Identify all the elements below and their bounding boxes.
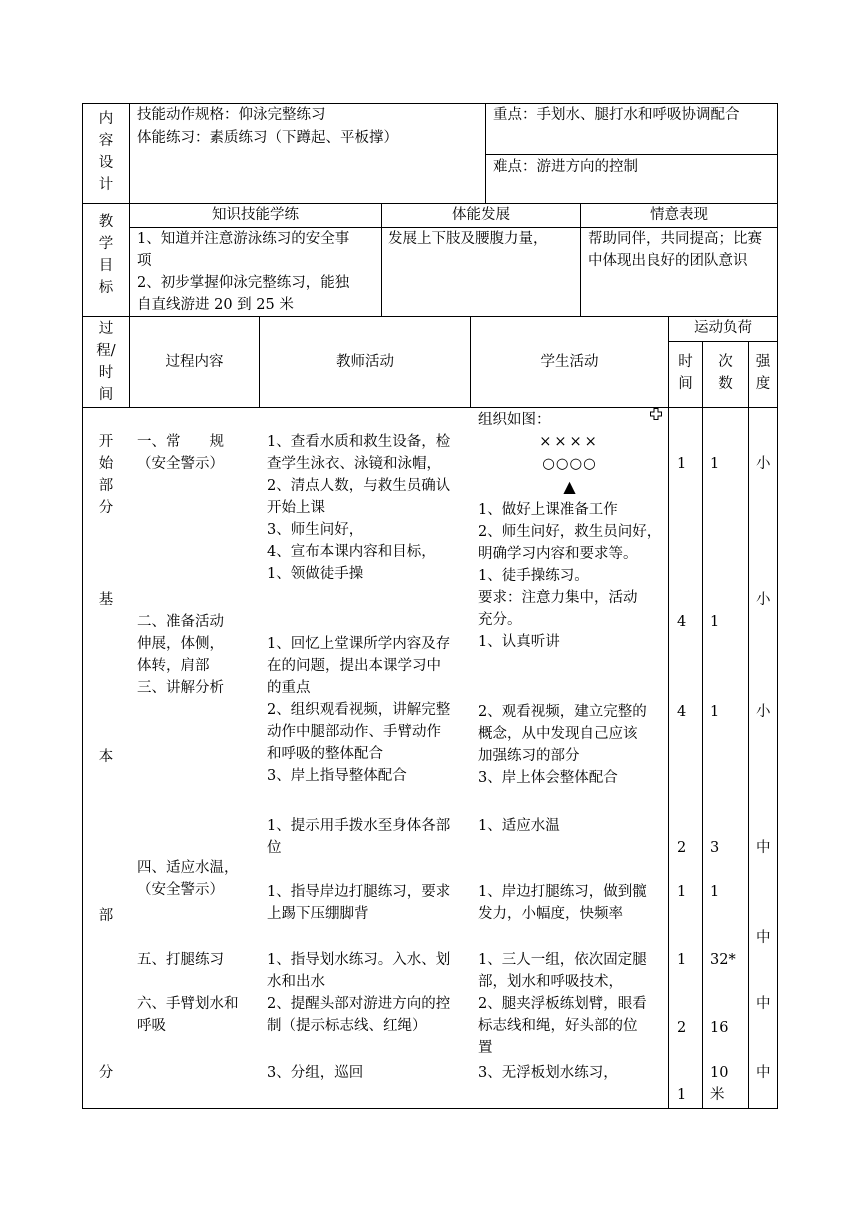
- phase-basic-char-4: 分: [98, 1065, 114, 1081]
- formation-caption: 组织如图：: [478, 412, 551, 428]
- load-time-1: 1: [677, 456, 687, 472]
- teacher-activity-header: 教师活动: [336, 354, 394, 370]
- goals-label: 教 学 目 标: [98, 214, 114, 296]
- goals-fitness-text: 发展上下肢及腰腹力量，: [388, 231, 548, 247]
- student-activity-6: 3、无浮板划水练习，: [478, 1065, 618, 1081]
- process-time-header: 过 程/ 时 间: [96, 321, 116, 403]
- goals-header-fitness: 体能发展: [452, 207, 510, 223]
- phase-basic-char-3: 部: [98, 908, 114, 924]
- goals-header-knowledge: 知识技能学练: [212, 207, 299, 223]
- process-item-5: 五、打腿练习: [137, 952, 224, 968]
- load-col-divider-2: [748, 341, 749, 1109]
- goals-header-affect: 情意表现: [650, 207, 708, 223]
- student-activity-5: 1、三人一组，依次固定腿 部，划水和呼吸技术， 2、腿夹浮板练划臂，眼看 标志线和绳，好头部的位 置: [478, 952, 647, 1056]
- load-intensity-4: 中: [756, 840, 771, 856]
- load-intensity-2: 小: [756, 592, 771, 608]
- load-count-header: 次 数: [718, 354, 733, 392]
- formation-teacher-marker: ▲: [563, 477, 576, 496]
- load-count-5: 1: [710, 884, 720, 900]
- load-count-7: 16: [710, 1020, 729, 1036]
- load-header: 运动负荷: [694, 320, 752, 336]
- difficulty-text: 难点：游进方向的控制: [493, 159, 638, 175]
- process-item-2-3: 二、准备活动 伸展，体侧， 体转，肩部 三、讲解分析: [137, 614, 224, 696]
- key-difficulty-divider: [485, 154, 778, 155]
- load-time-4: 2: [677, 840, 687, 856]
- formation-students-row-o: ○○○○: [542, 456, 597, 472]
- teacher-activity-5: 1、指导划水练习。入水、划 水和出水 2、提醒头部对游进方向的控 制（提示标志线、红绳）: [267, 952, 451, 1034]
- load-count-8: 10 米: [710, 1065, 729, 1103]
- student-activity-1: 1、做好上课准备工作 2、师生问好，救生员问好， 明确学习内容和要求等。 1、徒手操练习。 要求：注意力集中，活动 充分。 1、认真听讲: [478, 502, 662, 650]
- load-count-4: 3: [710, 840, 720, 856]
- load-time-3: 4: [677, 704, 687, 720]
- phase-start-label: 开 始 部 分: [98, 434, 114, 516]
- process-item-1: 一、常 规 （安全警示）: [137, 434, 224, 472]
- teacher-activity-3: 1、提示用手拨水至身体各部 位: [267, 818, 451, 856]
- process-header-divider: [82, 407, 778, 408]
- table-bottom-border: [82, 1108, 778, 1109]
- student-activity-header: 学生活动: [540, 354, 599, 370]
- phase-basic-char-2: 本: [98, 749, 114, 765]
- teacher-activity-2: 1、回忆上堂课所学内容及存 在的问题，提出本课学习中 的重点 2、组织观看视频，讲解完整 动作中腿部动作、手臂动作 和呼吸的整体配合 3、岸上指导整体配合: [267, 636, 451, 784]
- load-intensity-5: 中: [756, 930, 771, 946]
- load-count-2: 1: [710, 614, 720, 630]
- load-time-2: 4: [677, 614, 687, 630]
- load-time-5: 1: [677, 884, 687, 900]
- student-activity-2: 2、观看视频，建立完整的 概念，从中发现自己应该 加强练习的部分 3、岸上体会整体配合: [478, 704, 647, 786]
- goals-affect-text: 帮助同伴，共同提高；比赛 中体现出良好的团队意识: [588, 231, 762, 269]
- load-intensity-7: 中: [756, 1065, 771, 1081]
- student-activity-3: 1、适应水温: [478, 818, 560, 834]
- load-header-divider: [668, 341, 778, 342]
- process-content-header: 过程内容: [165, 354, 224, 370]
- load-time-8: 1: [677, 1087, 687, 1103]
- load-count-3: 1: [710, 704, 720, 720]
- load-intensity-header: 强 度: [755, 354, 771, 392]
- teacher-activity-6: 3、分组，巡回: [267, 1065, 364, 1081]
- process-item-6: 六、手臂划水和 呼吸: [137, 996, 239, 1034]
- goals-knowledge-text: 1、知道并注意游泳练习的安全事 项 2、初步掌握仰泳完整练习，能独 自直线游进 20 到 25 米: [137, 231, 350, 313]
- phase-basic-char-1: 基: [98, 592, 114, 608]
- load-col-divider-1: [702, 341, 703, 1109]
- load-intensity-3: 小: [756, 704, 771, 720]
- student-activity-4: 1、岸边打腿练习，做到髋 发力，小幅度，快频率: [478, 884, 647, 922]
- load-time-6: 1: [677, 952, 687, 968]
- load-intensity-6: 中: [756, 996, 771, 1012]
- load-count-1: 1: [710, 456, 720, 472]
- key-point-text: 重点：手划水、腿打水和呼吸协调配合: [493, 107, 740, 123]
- key-col-divider: [485, 103, 486, 204]
- teacher-activity-1: 1、查看水质和救生设备，检 查学生泳衣、泳镜和泳帽， 2、清点人数，与救生员确认 开始上课 3、师生问好， 4、宣布本课内容和目标， 1、领做徒手操: [267, 434, 451, 582]
- process-item-4: 四、适应水温， （安全警示）: [137, 860, 239, 898]
- load-intensity-1: 小: [756, 456, 771, 472]
- skill-text: 技能动作规格：仰泳完整练习: [137, 107, 326, 123]
- process-col-divider-4: [668, 316, 669, 1109]
- formation-students-row-x: ××××: [539, 434, 600, 450]
- load-count-6: 32*: [710, 952, 736, 968]
- table-right-border: [777, 103, 778, 1109]
- load-time-header: 时 间: [678, 354, 693, 392]
- resize-handle-icon: [650, 408, 662, 420]
- fitness-text: 体能练习：素质练习（下蹲起、平板撑）: [137, 130, 398, 146]
- load-time-7: 2: [677, 1020, 687, 1036]
- content-label: 内 容 设 计: [98, 111, 114, 193]
- teacher-activity-4: 1、指导岸边打腿练习，要求 上踢下压绷脚背: [267, 884, 451, 922]
